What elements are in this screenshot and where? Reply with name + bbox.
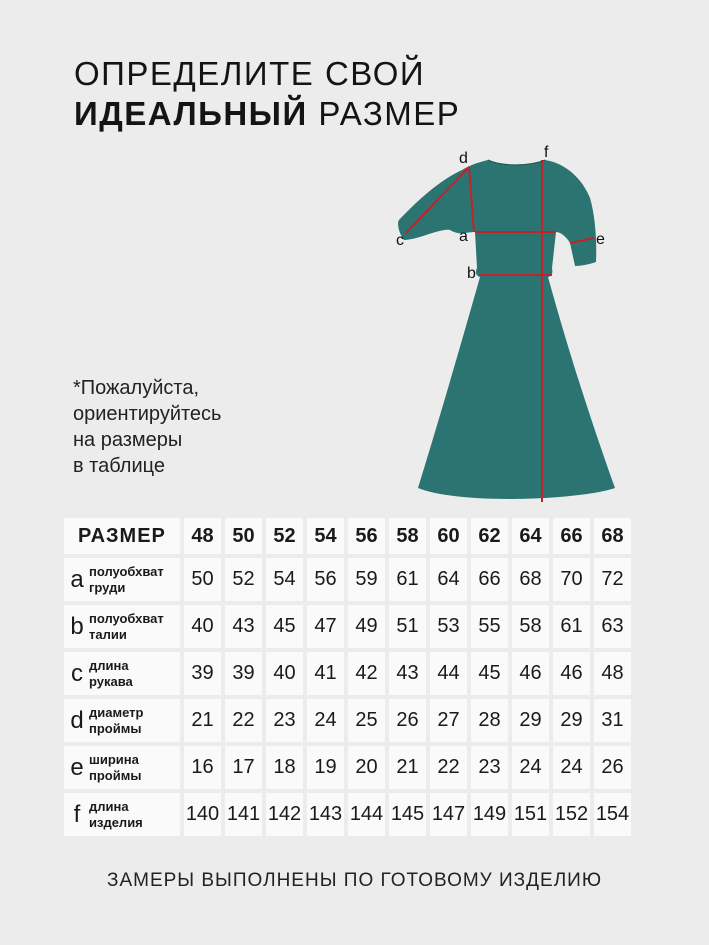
row-description-line-1: диаметр xyxy=(89,704,144,720)
row-label xyxy=(64,746,180,789)
title-line-1: ОПРЕДЕЛИТЕ СВОЙ xyxy=(74,55,426,92)
table-cell: 31 xyxy=(594,699,631,742)
table-cell: 45 xyxy=(471,652,508,695)
table-cell: 50 xyxy=(184,558,221,601)
size-header-label: РАЗМЕР xyxy=(64,518,180,554)
table-cell: 26 xyxy=(389,699,426,742)
table-cell: 72 xyxy=(594,558,631,601)
table-cell: 49 xyxy=(348,605,385,648)
table-cell: 66 xyxy=(471,558,508,601)
size-header-cell: 56 xyxy=(348,518,385,554)
size-header-cell: 66 xyxy=(553,518,590,554)
size-header-cell: 64 xyxy=(512,518,549,554)
table-cell: 48 xyxy=(594,652,631,695)
table-cell: 43 xyxy=(225,605,262,648)
table-cell: 141 xyxy=(225,793,262,836)
table-cell: 54 xyxy=(266,558,303,601)
table-cell: 149 xyxy=(471,793,508,836)
title-bold-word: ИДЕАЛЬНЫЙ xyxy=(74,95,308,132)
row-description-line-2: груди xyxy=(89,579,126,595)
note-line-1: *Пожалуйста, xyxy=(73,377,200,399)
table-cell: 42 xyxy=(348,652,385,695)
table-cell: 147 xyxy=(430,793,467,836)
row-description-line-1: длина xyxy=(89,657,129,673)
size-header-cell: 68 xyxy=(594,518,631,554)
row-letter: a xyxy=(70,565,84,593)
row-letter: d xyxy=(70,706,84,734)
row-description-line-1: полуобхват xyxy=(89,610,164,626)
row-description-line-1: длина xyxy=(89,798,129,814)
footer-note: ЗАМЕРЫ ВЫПОЛНЕНЫ ПО ГОТОВОМУ ИЗДЕЛИЮ xyxy=(106,870,603,891)
table-row xyxy=(64,746,631,789)
row-description xyxy=(89,799,143,831)
label-a: a xyxy=(459,228,468,245)
label-d: d xyxy=(459,150,468,167)
table-cell: 44 xyxy=(430,652,467,695)
table-row xyxy=(64,558,631,601)
row-letter: f xyxy=(73,800,81,828)
table-cell: 24 xyxy=(553,746,590,789)
size-header-cell: 54 xyxy=(307,518,344,554)
table-cell: 61 xyxy=(553,605,590,648)
table-cell: 19 xyxy=(307,746,344,789)
row-description-line-2: талии xyxy=(89,626,127,642)
label-e: e xyxy=(596,231,605,248)
note-line-2: ориентируйтесь xyxy=(73,403,222,425)
title-rest: РАЗМЕР xyxy=(307,95,461,132)
table-cell: 25 xyxy=(348,699,385,742)
row-letter: e xyxy=(70,753,84,781)
table-cell: 21 xyxy=(389,746,426,789)
size-header-cell: 60 xyxy=(430,518,467,554)
row-description xyxy=(89,705,143,737)
table-cell: 68 xyxy=(512,558,549,601)
table-cell: 24 xyxy=(307,699,344,742)
table-cell: 39 xyxy=(184,652,221,695)
table-cell: 21 xyxy=(184,699,221,742)
row-letter: b xyxy=(70,612,84,640)
row-label-wrap xyxy=(68,658,180,690)
table-cell: 151 xyxy=(512,793,549,836)
table-cell: 40 xyxy=(184,605,221,648)
row-label xyxy=(64,793,180,836)
table-cell: 43 xyxy=(389,652,426,695)
label-f: f xyxy=(544,144,549,161)
table-cell: 29 xyxy=(553,699,590,742)
table-cell: 154 xyxy=(594,793,631,836)
table-cell: 145 xyxy=(389,793,426,836)
table-cell: 28 xyxy=(471,699,508,742)
size-header-cell: 58 xyxy=(389,518,426,554)
row-label-wrap xyxy=(68,564,180,596)
note-line-3: на размеры xyxy=(73,429,183,451)
label-b: b xyxy=(467,265,476,282)
table-cell: 23 xyxy=(471,746,508,789)
dress-silhouette xyxy=(398,160,615,499)
table-cell: 70 xyxy=(553,558,590,601)
row-description-line-1: ширина xyxy=(89,751,139,767)
row-description-line-2: рукава xyxy=(89,673,133,689)
table-cell: 152 xyxy=(553,793,590,836)
row-label-wrap xyxy=(68,611,180,643)
table-cell: 45 xyxy=(266,605,303,648)
table-cell: 17 xyxy=(225,746,262,789)
row-description xyxy=(89,564,164,596)
table-cell: 143 xyxy=(307,793,344,836)
row-description-line-2: проймы xyxy=(89,720,142,736)
size-table-body xyxy=(64,558,631,836)
table-row xyxy=(64,652,631,695)
table-cell: 24 xyxy=(512,746,549,789)
table-cell: 41 xyxy=(307,652,344,695)
row-label-wrap xyxy=(68,705,180,737)
table-cell: 27 xyxy=(430,699,467,742)
table-cell: 142 xyxy=(266,793,303,836)
table-cell: 46 xyxy=(553,652,590,695)
table-cell: 47 xyxy=(307,605,344,648)
table-cell: 61 xyxy=(389,558,426,601)
table-cell: 40 xyxy=(266,652,303,695)
table-cell: 29 xyxy=(512,699,549,742)
table-cell: 58 xyxy=(512,605,549,648)
table-cell: 18 xyxy=(266,746,303,789)
row-description xyxy=(89,611,164,643)
table-cell: 22 xyxy=(430,746,467,789)
row-label-wrap xyxy=(68,752,180,784)
table-cell: 63 xyxy=(594,605,631,648)
table-row xyxy=(64,605,631,648)
row-label xyxy=(64,652,180,695)
size-header-cell: 52 xyxy=(266,518,303,554)
table-cell: 52 xyxy=(225,558,262,601)
size-header-row xyxy=(64,518,631,554)
table-cell: 22 xyxy=(225,699,262,742)
table-cell: 53 xyxy=(430,605,467,648)
label-c: c xyxy=(396,232,404,249)
row-label xyxy=(64,605,180,648)
table-cell: 46 xyxy=(512,652,549,695)
table-row xyxy=(64,793,631,836)
size-header-cell: 62 xyxy=(471,518,508,554)
table-cell: 64 xyxy=(430,558,467,601)
table-row xyxy=(64,699,631,742)
row-description-line-2: изделия xyxy=(89,814,143,830)
row-description xyxy=(89,752,141,784)
row-description-line-2: проймы xyxy=(89,767,142,783)
note-line-4: в таблице xyxy=(73,455,165,477)
row-letter: c xyxy=(71,659,83,687)
row-label-wrap xyxy=(68,799,180,831)
table-cell: 16 xyxy=(184,746,221,789)
table-cell: 20 xyxy=(348,746,385,789)
table-cell: 26 xyxy=(594,746,631,789)
table-cell: 55 xyxy=(471,605,508,648)
table-cell: 39 xyxy=(225,652,262,695)
row-description xyxy=(89,658,133,690)
size-table xyxy=(60,514,635,840)
size-header-cell: 48 xyxy=(184,518,221,554)
size-header-cell: 50 xyxy=(225,518,262,554)
row-description-line-1: полуобхват xyxy=(89,563,164,579)
table-cell: 59 xyxy=(348,558,385,601)
table-cell: 56 xyxy=(307,558,344,601)
table-cell: 51 xyxy=(389,605,426,648)
table-cell: 23 xyxy=(266,699,303,742)
table-cell: 144 xyxy=(348,793,385,836)
table-cell: 140 xyxy=(184,793,221,836)
row-label xyxy=(64,558,180,601)
row-label xyxy=(64,699,180,742)
